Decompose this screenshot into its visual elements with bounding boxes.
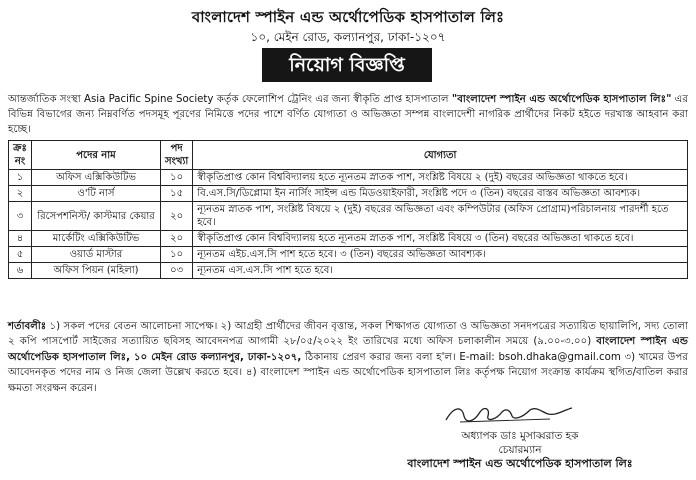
row-post: ও'টি নার্স xyxy=(32,186,161,202)
row-post: অফিস এক্সিকিউটিভ xyxy=(32,170,161,186)
table-header-row xyxy=(9,141,688,170)
signatory-block xyxy=(380,429,660,471)
header-count: পদ সংখ্যা xyxy=(161,141,193,170)
row-count: ১০ xyxy=(161,170,193,186)
signatory-name: অধ্যাপক ডাঃ মুসাব্বরাত হক xyxy=(461,430,579,442)
intro-text-1: আন্তর্জাতিক সংস্থা Asia Pacific Spine Society কর্তৃক ফেলোশিপ ট্রেনিং এর জন্য স্বীকৃতি প্রাপ্ত হাসপাতাল xyxy=(8,94,452,105)
row-post: ওয়ার্ড মাস্টার xyxy=(32,247,161,263)
row-count: ০৩ xyxy=(161,263,193,279)
table-row xyxy=(9,186,688,202)
row-count: ২০ xyxy=(161,231,193,247)
row-qualification: স্বীকৃতিপ্রাপ্ত কোন বিশ্ববিদ্যালয় হতে ন্যূনতম স্নাতক পাশ, সংশ্লিষ্ট বিষয়ে ২ (দুই) বছরের অভিজ্ঞতা থাকতে হবে। xyxy=(193,170,688,186)
row-count: ২০ xyxy=(161,202,193,231)
handwritten-signature xyxy=(440,402,580,426)
vacancy-table xyxy=(8,140,688,279)
signatory-designation: চেয়ারম্যান xyxy=(498,444,542,456)
terms-text-2: ঠিকানায় প্রেরণ করার জন্য বলা হ'ল। xyxy=(301,351,460,363)
row-serial: ৬ xyxy=(9,263,32,279)
table-row xyxy=(9,202,688,231)
row-serial: ৩ xyxy=(9,202,32,231)
row-post: অফিস পিয়ন (মহিলা) xyxy=(32,263,161,279)
organization-address: ১০, মেইন রোড, কল্যানপুর, ঢাকা-১২০৭ xyxy=(250,30,446,44)
signatory-organization: বাংলাদেশ স্পাইন এন্ড অর্থোপেডিক হাসপাতাল লিঃ xyxy=(407,457,633,470)
row-qualification: ন্যূনতম এস.এস.সি পাশ হতে হবে। xyxy=(193,263,688,279)
row-serial: ২ xyxy=(9,186,32,202)
row-serial: ৫ xyxy=(9,247,32,263)
table-row xyxy=(9,231,688,247)
table-row xyxy=(9,263,688,279)
intro-org-name: "বাংলাদেশ স্পাইন এন্ড অর্থোপেডিক হাসপাতাল লিঃ" xyxy=(451,94,672,105)
intro-paragraph xyxy=(8,92,688,137)
terms-address: বাংলাদেশ স্পাইন এন্ড অর্থোপেডিক হাসপাতাল লিঃ, ১০ মেইন রোড কল্যানপুর, ঢাকা-১২০৭, xyxy=(8,336,688,363)
row-qualification: ন্যূনতম এইচ.এস.সি পাশ হতে হবে। ৩ (তিন) বছরের অভিজ্ঞতা আবশ্যক। xyxy=(193,247,688,263)
header-post: পদের নাম xyxy=(32,141,161,170)
intro-text-2: এর বিভিন্ন বিভাগের জন্য নিম্নবর্ণিত পদসমূহ পূরণের নিমিত্তে পদের পাশে বর্ণিত যোগ্যতা ও অভিজ্ঞতা সম্পন্ন বাংলাদেশী নাগরিক প্রার্থীদের নিকট হইতে দরখাস্ত আহবান করা হচ্ছে। xyxy=(8,94,689,135)
row-qualification: ন্যূনতম স্নাতক পাশ, সংশ্লিষ্ট বিষয়ে ২ (দুই) বছরের অভিজ্ঞতা এবং কম্পিউটার (অফিস প্রোগ্রাম)পরিচালনায় পারদর্শী হতে হবে। xyxy=(193,202,688,231)
table-row xyxy=(9,170,688,186)
terms-paragraph xyxy=(8,319,688,396)
email-address[interactable]: E-mail: bsoh.dhaka@gmail.com xyxy=(459,351,621,363)
row-serial: ৪ xyxy=(9,231,32,247)
row-count: ১৫ xyxy=(161,186,193,202)
header-qualification: যোগ্যতা xyxy=(193,141,688,170)
row-serial: ১ xyxy=(9,170,32,186)
table-row xyxy=(9,247,688,263)
row-post: রিসেপশনিস্ট/ কাস্টমার কেয়ার xyxy=(32,202,161,231)
header-serial: ক্রঃ নং xyxy=(9,141,32,170)
terms-text-3: ৩) খামের উপর আবেদনকৃত পদের নাম ও নিজ জেলা উল্লেখ করতে হবে। ৪) বাংলাদেশ স্পাইন এন্ড অর্থোপেডিক হাসপাতাল লিঃ কর্তৃপক্ষ নিয়োগ সংক্রান্ত কার্যক্রম স্থগিত/বাতিল করার ক্ষমতা সংরক্ষন করেন। xyxy=(8,351,688,394)
terms-text-1: ১) সকল পদের বেতন আলোচনা সাপেক্ষ। ২) আগ্রহী প্রার্থীদের জীবন বৃত্তান্ত, সকল শিক্ষাগত যোগ্যতা ও অভিজ্ঞতা সনদপত্রের সত্যায়িত ছায়ালিপি, সদ্য তোলা ২ কপি পাসপোর্ট সাইজের সত্যায়িত ছবিসহ আবেদনপত্র আগামী ২৮/০৫/২০২২ ইং তারিখের মধ্যে অফিস চলাকালীন সময়ে (৯.০০-৩.০০) xyxy=(8,321,688,348)
row-qualification: বি.এস.সি/ডিপ্লোমা ইন নার্সিং সাইন্স এন্ড মিডওয়াইফারী, সংশ্লিষ্ট পদে ৩ (তিন) বছরের বাস্তব অভিজ্ঞতা আবশ্যক। xyxy=(193,186,688,202)
notice-title-banner: নিয়োগ বিজ্ঞপ্তি xyxy=(262,48,432,82)
terms-label: শর্তাবলীঃ xyxy=(8,321,47,332)
row-qualification: স্বীকৃতিপ্রাপ্ত কোন বিশ্ববিদ্যালয় হতে ন্যূনতম স্নাতক পাশ, সংশ্লিষ্ট বিষয়ে ৩ (তিন) বছরের অভিজ্ঞতা থাকতে হবে। xyxy=(193,231,688,247)
row-count: ১০ xyxy=(161,247,193,263)
organization-name: বাংলাদেশ স্পাইন এন্ড অর্থোপেডিক হাসপাতাল লিঃ xyxy=(191,8,505,26)
row-post: মার্কেটিং এক্সিকিউটিভ xyxy=(32,231,161,247)
